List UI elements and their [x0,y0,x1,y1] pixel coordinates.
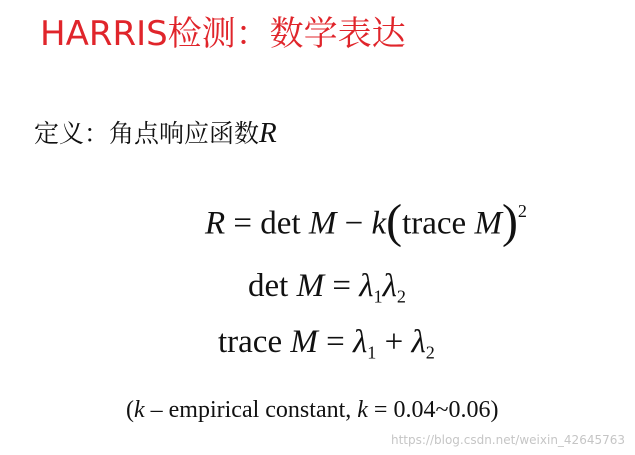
eq-r-trace: trace [402,205,467,242]
eq-trace-trace: trace [218,324,283,360]
eq-r-lhs: R [205,205,226,242]
eq-r-k: k [371,205,387,242]
definition-variable: R [259,117,277,149]
response-equation [205,186,527,248]
eq-r-close-paren: ) [501,195,518,249]
definition-line [34,115,277,152]
determinant-equation [248,264,406,318]
eq-r-power: 2 [517,201,527,221]
eq-det-sub1: 1 [373,286,383,307]
eq-r-det: det [260,205,301,242]
eq-r-minus: − [344,205,364,242]
eq-det-det: det [248,268,289,304]
eq-det-matrix: M [296,268,325,304]
eq-trace-sub1: 1 [367,342,377,363]
slide-title: HARRIS检测：数学表达 [40,14,406,54]
eq-trace-matrix: M [290,324,318,360]
eq-det-sub2: 2 [396,286,406,307]
note-open: ( [126,397,134,423]
eq-trace-lambda2: λ [411,324,426,360]
eq-det-lambda2: λ [382,268,397,304]
eq-r-matrix2: M [474,205,502,242]
trace-equation [218,320,435,374]
eq-r-open-paren: ( [386,195,403,249]
eq-r-equals: = [233,205,253,242]
watermark: https://blog.csdn.net/weixin_42645763 [390,433,625,447]
eq-trace-lambda1: λ [352,324,368,360]
note-text2: = 0.04~0.06) [367,397,499,423]
constant-note [126,395,498,425]
eq-det-lambda1: λ [359,268,374,304]
eq-r-matrix: M [308,205,337,242]
definition-label: 定义：角点响应函数 [34,119,260,148]
eq-trace-plus: + [384,324,404,360]
eq-trace-equals: = [326,324,345,360]
note-k1: k [134,397,145,423]
eq-det-equals: = [332,268,351,304]
note-k2: k [357,397,368,423]
note-text1: – empirical constant, [144,397,358,423]
eq-trace-sub2: 2 [425,342,435,363]
